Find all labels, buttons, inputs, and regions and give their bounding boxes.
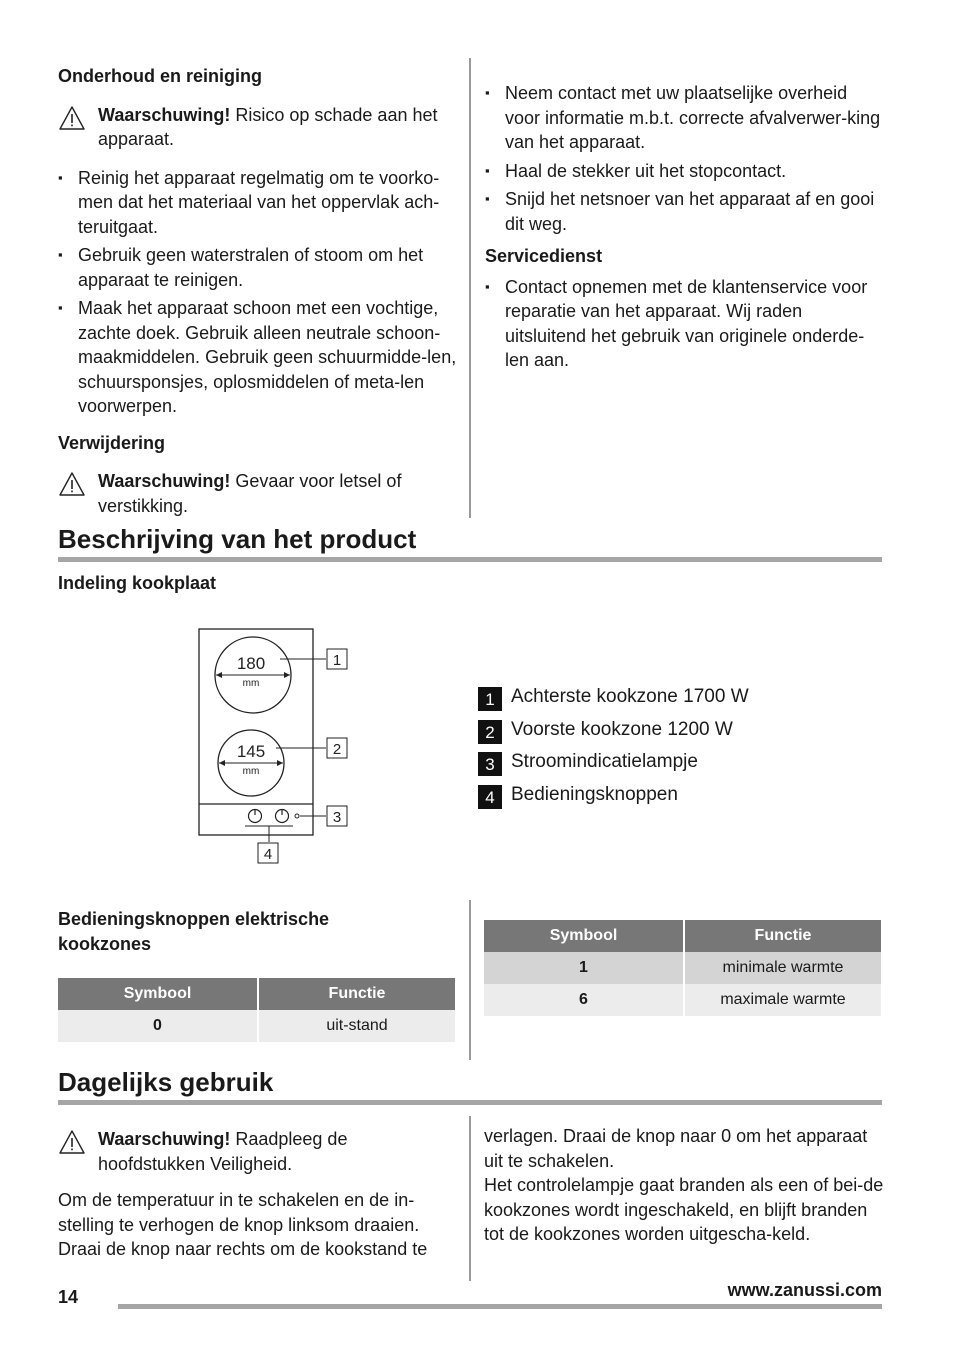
list-item: ▪ Reinig het apparaat regelmatig om te voorko-men dat het materiaal van het oppervlak ach-teruitgaat. bbox=[58, 166, 458, 240]
controls-table-left bbox=[56, 978, 457, 1042]
warning-label: Waarschuwing! bbox=[98, 104, 231, 125]
list-item: ▪ Contact opnemen met de klantenservice voor reparatie van het apparaat. Wij raden uitsluitend het gebruik van originele onderde-len aan. bbox=[485, 275, 885, 373]
legend-text: Stroomindicatielampje bbox=[511, 751, 698, 772]
removal-continued bbox=[485, 81, 885, 377]
column-divider bbox=[469, 1116, 471, 1281]
controls-table-right bbox=[482, 920, 883, 1016]
legend-text: Bedieningsknoppen bbox=[511, 783, 678, 805]
column-divider bbox=[469, 58, 471, 518]
column-divider bbox=[469, 900, 471, 1060]
daily-paragraph-3: Het controlelampje gaat branden als een of bei-de kookzones wordt ingeschakeld, en blijft branden tot de kookzones worden uitgescha-keld. bbox=[484, 1175, 884, 1244]
maintenance-warning bbox=[58, 103, 458, 152]
product-heading: Beschrijving van het product bbox=[58, 524, 417, 554]
list-item: ▪ Gebruik geen waterstralen of stoom om het apparaat te reinigen. bbox=[58, 243, 458, 292]
callout-2: 2 bbox=[332, 741, 342, 758]
removal-heading: Verwijdering bbox=[58, 432, 166, 453]
warning-text: Gevaar voor letsel of verstikking. bbox=[98, 471, 402, 516]
callout-1: 1 bbox=[332, 652, 342, 669]
table-header: Functie bbox=[259, 978, 455, 1010]
daily-heading: Dagelijks gebruik bbox=[58, 1067, 274, 1097]
service-list bbox=[485, 275, 885, 373]
cooktop-diagram bbox=[190, 620, 360, 870]
removal-list bbox=[485, 81, 885, 236]
warning-label: Waarschuwing! bbox=[98, 471, 231, 491]
callout-3: 3 bbox=[332, 809, 342, 826]
table-cell: uit-stand bbox=[259, 1010, 455, 1042]
maintenance-section bbox=[58, 64, 458, 518]
maintenance-heading: Onderhoud en reiniging bbox=[58, 66, 262, 86]
warning-text: Raadpleeg de hoofdstukken Veiligheid. bbox=[98, 1129, 348, 1174]
diagram-legend bbox=[478, 686, 749, 816]
legend-number: 3 bbox=[478, 752, 502, 776]
daily-left bbox=[58, 1127, 458, 1262]
list-item: ▪ Neem contact met uw plaatselijke overheid voor informatie m.b.t. correcte afvalverwer-king van het apparaat. bbox=[485, 81, 885, 155]
removal-warning bbox=[58, 469, 458, 518]
controls-heading-line2: kookzones bbox=[58, 933, 152, 954]
table-header: Symbool bbox=[484, 920, 683, 952]
layout-subheading: Indeling kookplaat bbox=[58, 573, 217, 593]
warning-label: Waarschuwing! bbox=[98, 1129, 231, 1149]
legend-item bbox=[478, 719, 749, 752]
controls-heading bbox=[58, 907, 458, 956]
daily-paragraph-1: Om de temperatuur in te schakelen en de in-stelling te verhogen de knop linksom draaien. Draai de knop naar rechts om de kookstand te bbox=[58, 1190, 428, 1259]
table-cell: 6 bbox=[484, 984, 683, 1016]
warning-triangle-icon bbox=[58, 105, 86, 131]
table-header: Functie bbox=[685, 920, 881, 952]
table-row bbox=[484, 952, 881, 984]
table-row bbox=[58, 1010, 455, 1042]
table-header: Symbool bbox=[58, 978, 257, 1010]
front-zone-size: 145 bbox=[236, 742, 266, 761]
legend-text: Achterste kookzone 1700 W bbox=[511, 686, 749, 707]
legend-item bbox=[478, 751, 749, 784]
service-heading: Servicedienst bbox=[485, 246, 603, 266]
table-cell: 1 bbox=[484, 952, 683, 984]
footer-rule bbox=[118, 1304, 882, 1309]
list-item: ▪ Maak het apparaat schoon met een vochtige, zachte doek. Gebruik alleen neutrale schoon-maakmiddelen. Gebruik geen schuurmidde-len, schuursponsjes, oplosmiddelen of meta-len voorwerpen. bbox=[58, 296, 458, 419]
legend-text: Voorste kookzone 1200 W bbox=[511, 718, 733, 740]
daily-paragraph-2: verlagen. Draai de knop naar 0 om het apparaat uit te schakelen. bbox=[484, 1126, 868, 1171]
controls-heading-line1: Bedieningsknoppen elektrische bbox=[58, 909, 330, 929]
legend-number: 4 bbox=[478, 785, 502, 809]
callout-4: 4 bbox=[263, 846, 273, 863]
table-row bbox=[484, 984, 881, 1016]
warning-triangle-icon bbox=[58, 471, 86, 497]
footer-url[interactable]: www.zanussi.com bbox=[727, 1280, 882, 1300]
legend-number: 1 bbox=[478, 687, 502, 711]
table-cell: 0 bbox=[58, 1010, 257, 1042]
table-cell: minimale warmte bbox=[685, 952, 881, 984]
controls-heading-block bbox=[58, 907, 458, 956]
rear-zone-size: 180 bbox=[236, 654, 266, 673]
front-zone-unit: mm bbox=[242, 766, 260, 777]
maintenance-list bbox=[58, 166, 458, 419]
table-cell: maximale warmte bbox=[685, 984, 881, 1016]
list-item: ▪ Haal de stekker uit het stopcontact. bbox=[485, 159, 885, 184]
legend-number: 2 bbox=[478, 720, 502, 744]
list-item: ▪ Snijd het netsnoer van het apparaat af en gooi dit weg. bbox=[485, 187, 885, 236]
rear-zone-unit: mm bbox=[242, 678, 260, 689]
daily-right bbox=[484, 1124, 884, 1247]
warning-text: Risico op schade aan het apparaat. bbox=[98, 104, 438, 149]
legend-item bbox=[478, 686, 749, 719]
section-rule bbox=[58, 1100, 882, 1105]
daily-warning bbox=[58, 1127, 458, 1176]
page-number: 14 bbox=[58, 1287, 79, 1307]
section-rule bbox=[58, 557, 882, 562]
warning-triangle-icon bbox=[58, 1129, 86, 1155]
legend-item bbox=[478, 784, 749, 817]
